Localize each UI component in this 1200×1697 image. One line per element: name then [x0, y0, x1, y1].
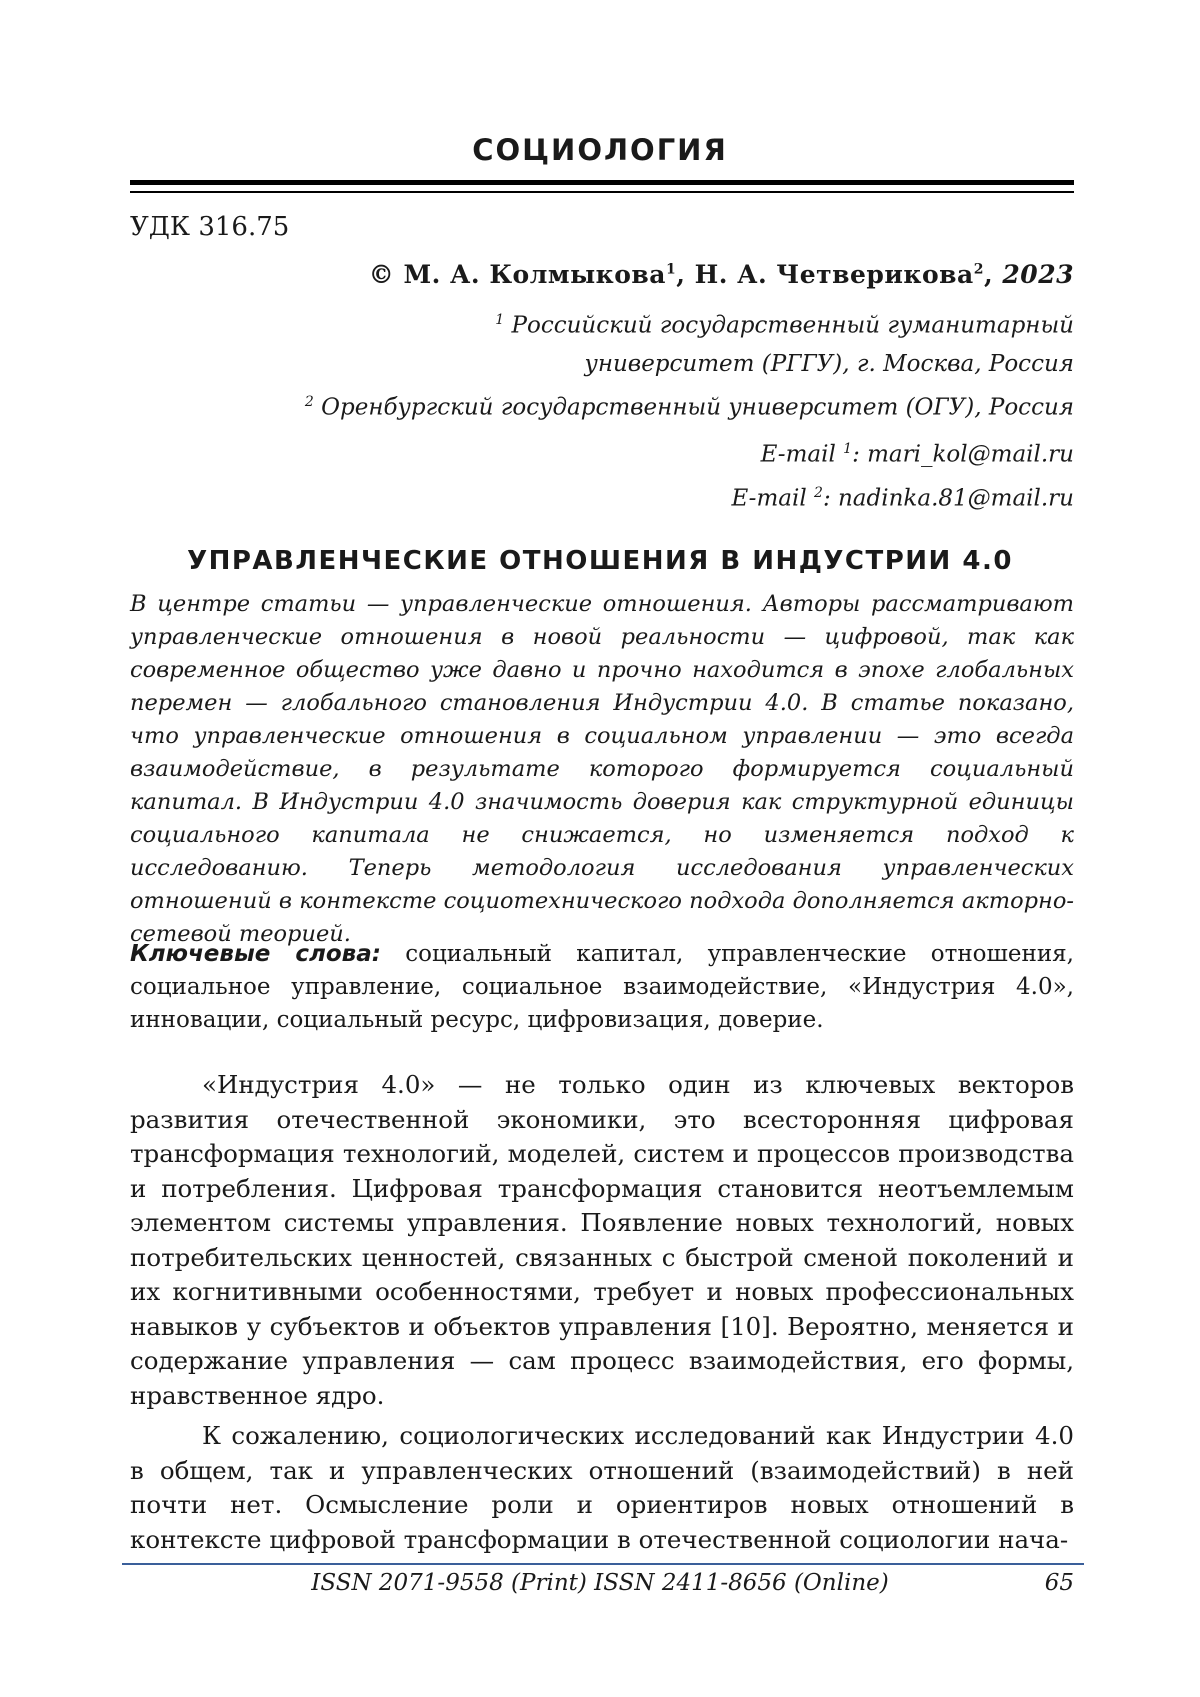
- email-2-sup: 2: [814, 484, 823, 501]
- email-1-sup: 1: [843, 441, 853, 457]
- affiliation-1-sup: 1: [495, 312, 505, 328]
- email-1-label: E-mail: [760, 441, 844, 468]
- authors-line: [369, 260, 1074, 289]
- email-1: [731, 430, 1074, 474]
- email-2-value[interactable]: : nadinka.81@mail.ru: [822, 485, 1074, 512]
- keywords-text: социальный капитал, управленческие отношения, социальное управление, социальное взаимодействие, «Индустрия 4.0», инновации, социальный ресурс, цифровизация, доверие.: [130, 941, 1074, 1033]
- email-1-value[interactable]: : mari_kol@mail.ru: [852, 441, 1074, 468]
- page-number: 65: [1044, 1570, 1074, 1596]
- header-rule-thin: [130, 191, 1074, 193]
- keywords-label: Ключевые слова:: [130, 941, 381, 967]
- affiliation-1-line-1: [305, 301, 1074, 345]
- affiliation-2-text: Оренбургский государственный университет (ОГУ), Россия: [313, 394, 1074, 421]
- emails: [731, 430, 1074, 517]
- abstract: В центре статьи — управленческие отношения. Авторы рассматривают управленческие отношения в новой реальности — цифровой, так как современное общество уже давно и прочно находится в эпохе глобальных перемен — глобального становления Индустрии 4.0. В статье показано, что управленческие отношения в социальном управлении — это всегда взаимодействие, в результате которого формируется социальный капитал. В Индустрии 4.0 значимость доверия как структурной единицы социального капитала не снижается, но изменяется подход к исследованию. Теперь методология исследования управленческих отношений в контексте социотехнического подхода дополняется акторно-сетевой теорией.: [130, 591, 1074, 947]
- section-title: СОЦИОЛОГИЯ: [472, 133, 728, 167]
- email-2: [731, 474, 1074, 518]
- body-text: [130, 1068, 1074, 1563]
- header-rule-thick: [130, 180, 1074, 185]
- affiliation-1-text: Российский государственный гуманитарный: [504, 312, 1074, 339]
- affiliation-2-sup: 2: [304, 393, 314, 410]
- author-2: Н. А. Четверикова: [694, 260, 974, 289]
- publication-year: 2023: [1002, 260, 1074, 289]
- affiliations: [305, 301, 1074, 426]
- affiliation-1-line-2: университет (РГГУ), г. Москва, Россия: [584, 350, 1074, 377]
- author-1-sup: 1: [665, 261, 677, 278]
- author-2-sup: 2: [973, 261, 984, 278]
- keywords: [130, 938, 1074, 1037]
- year-prefix: ,: [983, 260, 1003, 289]
- body-paragraph-2: К сожалению, социологических исследований как Индустрии 4.0 в общем, так и управленческих отношений (взаимодействий) в ней почти нет. Осмысление роли и ориентиров новых отношений в контексте цифровой трансформации в отечественной социологии нача-: [130, 1421, 1074, 1554]
- footer-rule: [122, 1563, 1084, 1565]
- article-title: УПРАВЛЕНЧЕСКИЕ ОТНОШЕНИЯ В ИНДУСТРИИ 4.0: [187, 546, 1013, 576]
- footer-issn: ISSN 2071-9558 (Print) ISSN 2411-8656 (Online): [311, 1570, 889, 1596]
- udk-code: УДК 316.75: [130, 212, 290, 242]
- author-separator: ,: [676, 260, 695, 289]
- copyright-sign: ©: [368, 260, 404, 289]
- author-1: М. А. Колмыкова: [403, 260, 666, 289]
- email-2-label: E-mail: [731, 485, 815, 512]
- body-paragraph-1: «Индустрия 4.0» — не только один из ключевых векторов развития отечественной экономики, это всесторонняя цифровая трансформация технологий, моделей, систем и процессов производства и потребления. Цифровая трансформация становится неотъемлемым элементом системы управления. Появление новых технологий, новых потребительских ценностей, связанных с быстрой сменой поколений и их когнитивными особенностями, требует и новых профессиональных навыков у субъектов и объектов управления [10]. Вероятно, меняется и содержание управления — сам процесс взаимодействия, его формы, нравственное ядро.: [130, 1070, 1074, 1410]
- affiliation-2: [305, 383, 1074, 427]
